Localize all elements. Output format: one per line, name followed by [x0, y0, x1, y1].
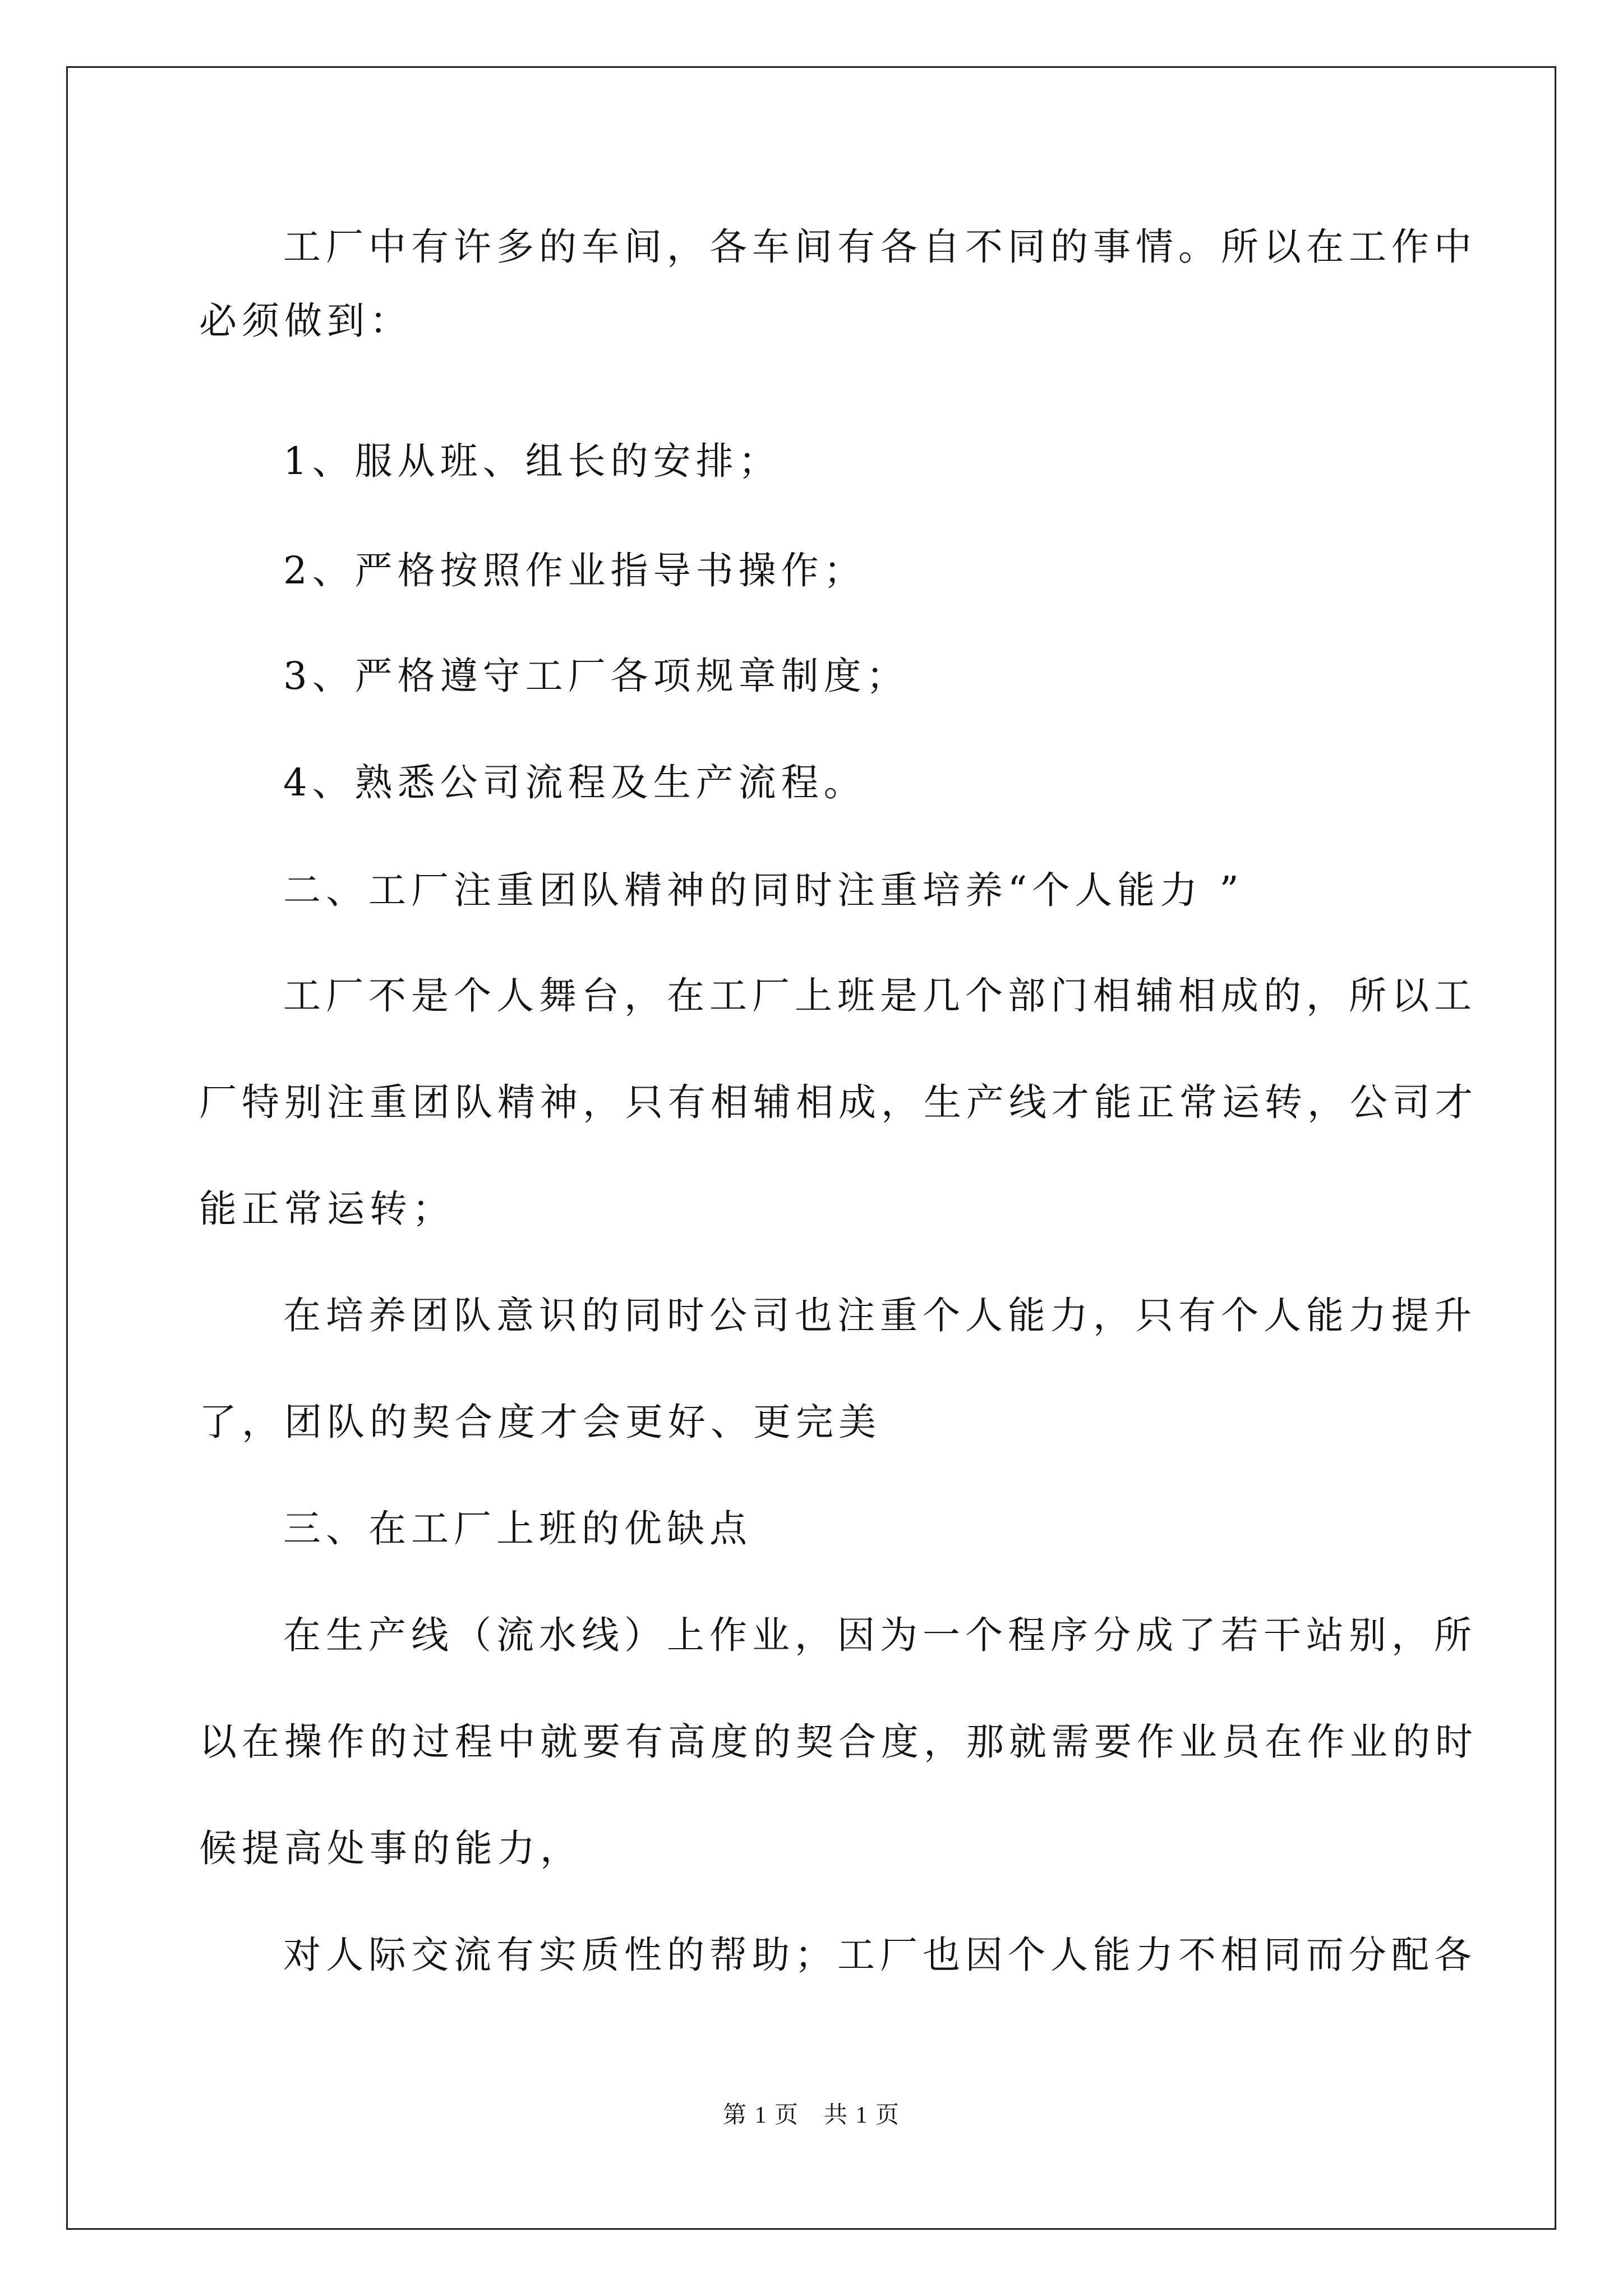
page-number-footer: 第 1 页 共 1 页 [722, 2102, 900, 2128]
paragraph-line: 工厂中有许多的车间，各车间有各自不同的事情。所以在工作中 [283, 225, 1477, 269]
section-heading: 二、工厂注重团队精神的同时注重培养“个人能力 ” [283, 868, 1244, 912]
paragraph-line: 以在操作的过程中就要有高度的契合度，那就需要作业员在作业的时 [199, 1720, 1478, 1764]
paragraph-line: 在培养团队意识的同时公司也注重个人能力，只有个人能力提升 [283, 1294, 1477, 1337]
paragraph-line: 在生产线（流水线）上作业，因为一个程序分成了若干站别，所 [283, 1613, 1477, 1657]
paragraph-line: 工厂不是个人舞台，在工厂上班是几个部门相辅相成的，所以工 [283, 974, 1477, 1018]
list-item: 2、严格按照作业指导书操作； [283, 549, 866, 592]
page-border [66, 66, 1556, 2230]
section-heading: 三、在工厂上班的优缺点 [283, 1507, 752, 1550]
list-item: 1、服从班、组长的安排； [283, 439, 781, 483]
paragraph-line: 了，团队的契合度才会更好、更完美 [199, 1400, 881, 1444]
paragraph-line: 候提高处事的能力， [199, 1826, 583, 1870]
list-item: 4、熟悉公司流程及生产流程。 [283, 761, 866, 804]
paragraph-line: 厂特别注重团队精神，只有相辅相成，生产线才能正常运转，公司才 [199, 1080, 1478, 1124]
paragraph-line: 必须做到： [199, 299, 412, 343]
paragraph-line: 对人际交流有实质性的帮助；工厂也因个人能力不相同而分配各 [283, 1933, 1477, 1977]
paragraph-line: 能正常运转； [199, 1187, 455, 1231]
list-item: 3、严格遵守工厂各项规章制度； [283, 654, 909, 698]
